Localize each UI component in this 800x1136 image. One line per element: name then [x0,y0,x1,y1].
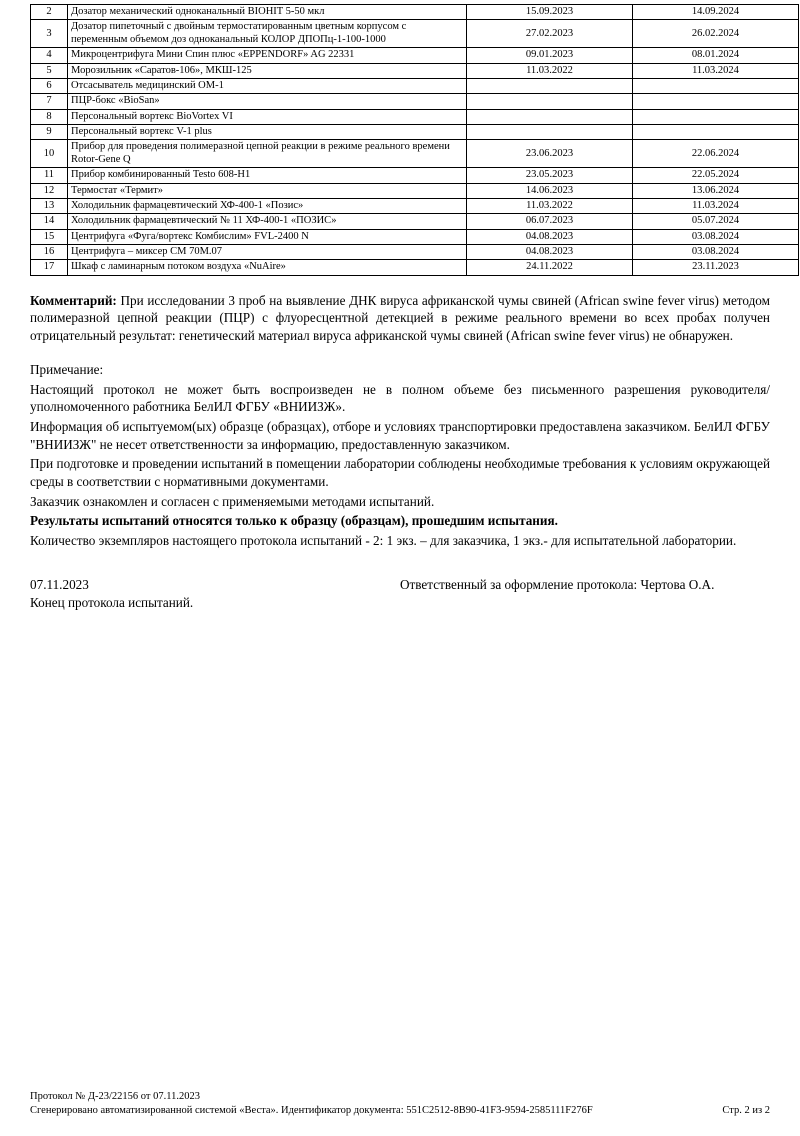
cell-number: 13 [31,198,68,213]
cell-number: 8 [31,109,68,124]
table-row [31,63,799,78]
cell-equipment-name: Центрифуга – миксер СМ 70М.07 [68,245,467,260]
cell-date-valid-until [633,94,799,109]
note-paragraphs [30,381,770,550]
table-row [31,125,799,140]
cell-number: 9 [31,125,68,140]
cell-equipment-name: Персональный вортекс V-1 plus [68,125,467,140]
cell-date-verification: 09.01.2023 [467,48,633,63]
cell-date-verification [467,125,633,140]
cell-date-valid-until: 23.11.2023 [633,260,799,275]
cell-number: 14 [31,214,68,229]
cell-number: 11 [31,168,68,183]
footer-generated: Сгенерировано автоматизированной системой «Веста». Идентификатор документа: 551C2512-8B90-41F3-9594-2585111F276F [30,1104,593,1116]
cell-date-valid-until: 11.03.2024 [633,198,799,213]
footer-protocol: Протокол № Д-23/22156 от 07.11.2023 [30,1090,200,1102]
cell-date-verification [467,94,633,109]
cell-date-valid-until [633,125,799,140]
note-heading: Примечание: [30,361,104,377]
signature-date: 07.11.2023 [30,576,89,592]
cell-date-valid-until [633,78,799,93]
equipment-table-body [31,5,799,276]
cell-equipment-name: Дозатор механический одноканальный BIOHIT 5-50 мкл [68,5,467,20]
table-row [31,260,799,275]
cell-date-verification [467,109,633,124]
cell-date-verification: 11.03.2022 [467,63,633,78]
cell-number: 10 [31,140,68,168]
table-row [31,140,799,168]
table-row [31,78,799,93]
cell-date-valid-until [633,109,799,124]
cell-number: 4 [31,48,68,63]
cell-number: 5 [31,63,68,78]
cell-number: 17 [31,260,68,275]
footer-bottom-row [30,1104,770,1118]
cell-date-valid-until: 03.08.2024 [633,229,799,244]
note-paragraph: Количество экземпляров настоящего протокола испытаний - 2: 1 экз. – для заказчика, 1 экз.- для испытательной лаборатории. [30,533,737,548]
cell-equipment-name: Персональный вортекс BioVortex VI [68,109,467,124]
table-row [31,214,799,229]
note-paragraph: При подготовке и проведении испытаний в помещении лаборатории соблюдены необходимые требования к условиям окружающей среды в соответствии с нормативными документами. [30,456,770,489]
cell-number: 3 [31,20,68,48]
table-row [31,109,799,124]
cell-date-valid-until: 03.08.2024 [633,245,799,260]
cell-equipment-name: Дозатор пипеточный с двойным термостатированным цветным корпусом с переменным объемом доз одноканальный КОЛОР ДПОПц-1-100-1000 [68,20,467,48]
cell-equipment-name: Холодильник фармацевтический № 11 ХФ-400-1 «ПОЗИС» [68,214,467,229]
cell-date-valid-until: 13.06.2024 [633,183,799,198]
end-of-protocol: Конец протокола испытаний. [30,595,194,611]
table-row [31,48,799,63]
cell-number: 12 [31,183,68,198]
cell-date-valid-until: 05.07.2024 [633,214,799,229]
note-paragraph: Заказчик ознакомлен и согласен с применяемыми методами испытаний. [30,493,435,509]
document-page [0,4,800,1136]
cell-equipment-name: Центрифуга «Фуга/вортекс Комбислим» FVL-2400 N [68,229,467,244]
note-paragraph: Результаты испытаний относятся только к образцу (образцам), прошедшим испытания. [30,513,558,529]
signature-responsible: Ответственный за оформление протокола: Чертова О.А. [400,576,715,592]
cell-date-verification: 04.08.2023 [467,229,633,244]
cell-date-verification: 06.07.2023 [467,214,633,229]
cell-date-valid-until: 08.01.2024 [633,48,799,63]
page-footer [30,1090,770,1118]
cell-equipment-name: Холодильник фармацевтический ХФ-400-1 «Позис» [68,198,467,213]
cell-date-verification: 15.09.2023 [467,5,633,20]
cell-date-valid-until: 26.02.2024 [633,20,799,48]
equipment-table [30,4,799,276]
cell-number: 6 [31,78,68,93]
table-row [31,5,799,20]
cell-date-valid-until: 22.05.2024 [633,168,799,183]
cell-equipment-name: Шкаф с ламинарным потоком воздуха «NuAire» [68,260,467,275]
table-row [31,183,799,198]
cell-date-valid-until: 11.03.2024 [633,63,799,78]
cell-equipment-name: Морозильник «Саратов-106», МКШ-125 [68,63,467,78]
cell-date-valid-until: 14.09.2024 [633,5,799,20]
cell-date-verification: 27.02.2023 [467,20,633,48]
cell-date-valid-until: 22.06.2024 [633,140,799,168]
cell-number: 2 [31,5,68,20]
table-row [31,94,799,109]
cell-equipment-name: Прибор комбинированный Testo 608-H1 [68,168,467,183]
cell-equipment-name: ПЦР-бокс «BioSan» [68,94,467,109]
cell-equipment-name: Термостат «Термит» [68,183,467,198]
comment-text: При исследовании 3 проб на выявление ДНК вируса африканской чумы свиней (African swine fever virus) методом полимеразной цепной реакции (ПЦР) с флуоресцентной детекцией в режиме реального времени во всех пробах получен отрицательный результат: генетический материал вируса африканской чумы свиней (African swine fever virus) не обнаружен. [30,292,770,344]
comment-label: Комментарий: [30,292,117,308]
comment-block [30,292,770,345]
table-row [31,229,799,244]
cell-date-verification: 23.06.2023 [467,140,633,168]
cell-number: 7 [31,94,68,109]
signature-row [30,576,770,594]
cell-equipment-name: Микроцентрифуга Мини Спин плюс «EPPENDORF» AG 22331 [68,48,467,63]
table-row [31,20,799,48]
note-paragraph: Настоящий протокол не может быть воспроизведен не в полном объеме без письменного разрешения руководителя/уполномоченного работника БелИЛ ФГБУ «ВНИИЗЖ». [30,381,770,415]
cell-equipment-name: Отсасыватель медицинский ОМ-1 [68,78,467,93]
table-row [31,245,799,260]
cell-number: 16 [31,245,68,260]
table-row [31,168,799,183]
cell-date-verification [467,78,633,93]
cell-date-verification: 14.06.2023 [467,183,633,198]
cell-equipment-name: Прибор для проведения полимеразной цепной реакции в режиме реального времени Rotor-Gene Q [68,140,467,168]
cell-date-verification: 11.03.2022 [467,198,633,213]
note-paragraph: Информация об испытуемом(ых) образце (образцах), отборе и условиях транспортировки предоставлена заказчиком. БелИЛ ФГБУ "ВНИИЗЖ" не несет ответственности за информацию, предоставленную заказчиком. [30,418,770,452]
footer-page-number: Стр. 2 из 2 [722,1104,770,1116]
cell-date-verification: 24.11.2022 [467,260,633,275]
cell-date-verification: 23.05.2023 [467,168,633,183]
cell-number: 15 [31,229,68,244]
table-row [31,198,799,213]
cell-date-verification: 04.08.2023 [467,245,633,260]
